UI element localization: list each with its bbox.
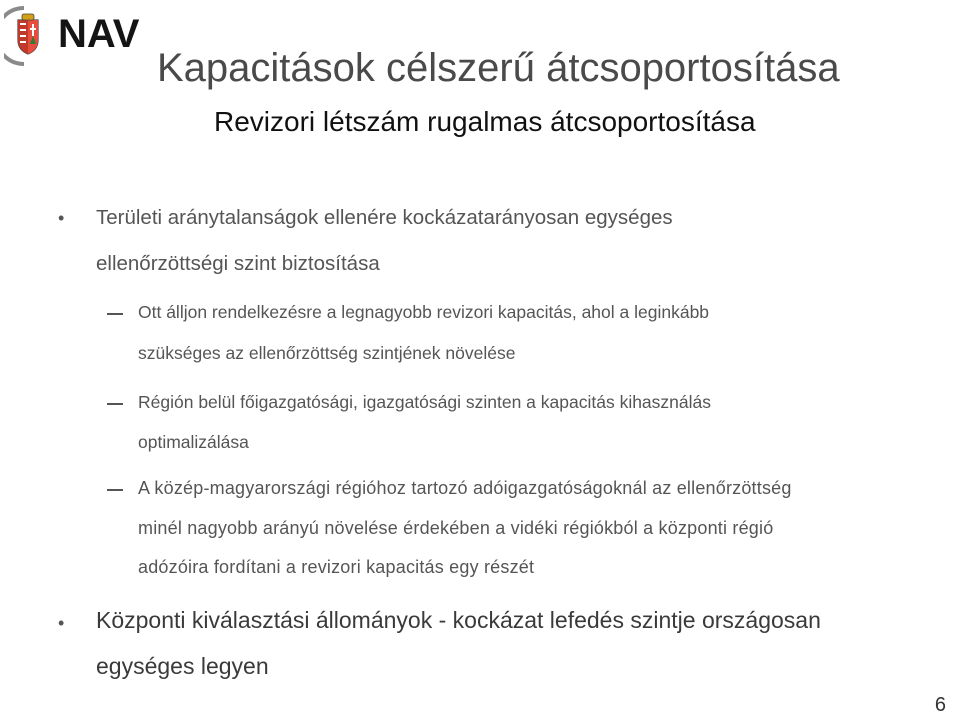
dash-marker	[107, 313, 123, 315]
page-subtitle: Revizori létszám rugalmas átcsoportosítása	[214, 106, 756, 137]
sub3-line3: adózóira fordítani a revizori kapacitás egy részét	[138, 557, 535, 577]
sub3-line2: minél nagyobb arányú növelése érdekében a vidéki régiókból a központi régió	[138, 518, 774, 538]
page-title: Kapacitások célszerű átcsoportosítása	[157, 46, 840, 90]
sub1-line2: szükséges az ellenőrzöttség szintjének növelése	[138, 343, 516, 363]
sub2-line1: Régión belül főigazgatósági, igazgatósági szinten a kapacitás kihasználás	[138, 392, 712, 412]
bullet-marker: •	[58, 613, 65, 633]
page-number: 6	[934, 694, 946, 716]
bullet-marker: •	[58, 208, 65, 228]
sub2-line2: optimalizálása	[138, 432, 249, 452]
dash-marker	[107, 489, 123, 491]
brand-name: NAV	[58, 12, 140, 56]
dash-marker	[107, 403, 123, 405]
sub1-line1: Ott álljon rendelkezésre a legnagyobb revizori kapacitás, ahol a leginkább	[138, 302, 710, 322]
bullet1-line2: ellenőrzöttségi szint biztosítása	[96, 252, 380, 275]
nav-logo-icon	[4, 6, 52, 66]
sub3-line1: A közép-magyarországi régióhoz tartozó adóigazgatóságoknál az ellenőrzöttség	[138, 478, 792, 498]
bullet1-line1: Területi aránytalanságok ellenére kockázatarányosan egységes	[96, 206, 673, 229]
bullet2-line2: egységes legyen	[96, 653, 269, 679]
bullet2-line1: Központi kiválasztási állományok - kockázat lefedés szintje országosan	[96, 607, 821, 633]
